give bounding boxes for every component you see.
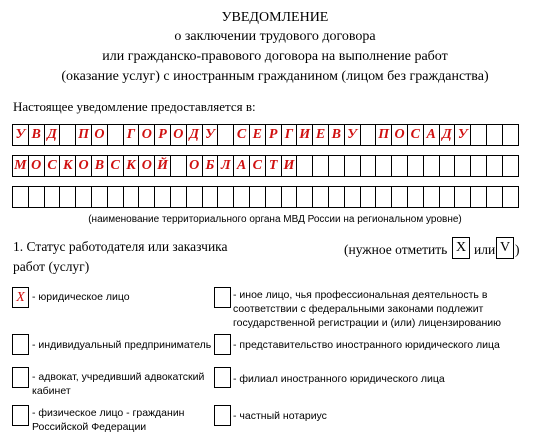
letter-cell[interactable]: И <box>296 124 313 146</box>
letter-cell[interactable]: У <box>454 124 471 146</box>
letter-cell[interactable]: А <box>423 124 440 146</box>
letter-cell[interactable]: С <box>44 155 61 177</box>
letter-cell[interactable] <box>360 186 377 208</box>
letter-cell[interactable] <box>28 186 45 208</box>
letter-cell[interactable] <box>375 155 392 177</box>
letter-cell[interactable]: О <box>28 155 45 177</box>
option-lawyer: - адвокат, учредивший адвокатский кабинет <box>32 371 205 397</box>
letter-cell[interactable]: В <box>28 124 45 146</box>
letter-cell[interactable]: Р <box>154 124 171 146</box>
letter-cell[interactable]: О <box>391 124 408 146</box>
letter-cell[interactable]: Р <box>265 124 282 146</box>
letter-cell[interactable] <box>138 186 155 208</box>
letter-cell[interactable]: Г <box>123 124 140 146</box>
letter-cell[interactable] <box>170 186 187 208</box>
letter-cell[interactable] <box>296 155 313 177</box>
letter-cell[interactable] <box>296 186 313 208</box>
letter-cell[interactable]: Б <box>202 155 219 177</box>
checkbox-lawyer[interactable] <box>12 367 29 388</box>
letter-cell[interactable]: Л <box>217 155 234 177</box>
letter-cell[interactable] <box>439 186 456 208</box>
letter-cell[interactable] <box>375 186 392 208</box>
letter-cell[interactable]: В <box>328 124 345 146</box>
letter-cell[interactable] <box>391 186 408 208</box>
letter-cell[interactable]: О <box>75 155 92 177</box>
letter-cell[interactable]: И <box>281 155 298 177</box>
checkbox-representative-office[interactable] <box>214 334 231 355</box>
letter-cell[interactable] <box>328 155 345 177</box>
title-line-3: (оказание услуг) с иностранным гражданином (лицом без гражданства) <box>61 69 489 84</box>
letter-cell[interactable] <box>328 186 345 208</box>
option-individual-entrepreneur: - индивидуальный предприниматель <box>32 339 212 351</box>
checkbox-other-person[interactable] <box>214 287 231 308</box>
mark-hint <box>344 242 447 258</box>
letter-cell[interactable]: С <box>107 155 124 177</box>
authority-row-1[interactable] <box>12 124 518 146</box>
letter-cell[interactable] <box>502 155 519 177</box>
letter-cell[interactable] <box>186 186 203 208</box>
intro-text: Настоящее уведомление предоставляется в: <box>13 99 256 114</box>
checkbox-legal-entity[interactable]: X <box>12 287 29 308</box>
letter-cell[interactable] <box>312 155 329 177</box>
letter-cell[interactable] <box>454 186 471 208</box>
letter-cell[interactable] <box>486 155 503 177</box>
letter-cell[interactable]: О <box>138 155 155 177</box>
letter-cell[interactable]: В <box>91 155 108 177</box>
letter-cell[interactable] <box>75 186 92 208</box>
letter-cell[interactable]: У <box>12 124 29 146</box>
letter-cell[interactable] <box>502 124 519 146</box>
letter-cell[interactable] <box>59 186 76 208</box>
letter-cell[interactable]: П <box>375 124 392 146</box>
hint-or: или <box>474 242 496 257</box>
letter-cell[interactable] <box>265 186 282 208</box>
title-line-1: о заключении трудового договора <box>174 29 376 44</box>
letter-cell[interactable] <box>360 155 377 177</box>
letter-cell[interactable] <box>249 186 266 208</box>
option-branch: - филиал иностранного юридического лица <box>233 373 445 385</box>
letter-cell[interactable] <box>391 155 408 177</box>
letter-cell[interactable] <box>123 186 140 208</box>
letter-cell[interactable]: К <box>123 155 140 177</box>
hint-v-box: V <box>496 237 514 259</box>
letter-cell[interactable] <box>486 186 503 208</box>
letter-cell[interactable] <box>470 186 487 208</box>
letter-cell[interactable] <box>44 186 61 208</box>
letter-cell[interactable] <box>344 155 361 177</box>
letter-cell[interactable] <box>202 186 219 208</box>
letter-cell[interactable] <box>312 186 329 208</box>
letter-cell[interactable]: Е <box>312 124 329 146</box>
title-line-2: или гражданско-правового договора на выполнение работ <box>102 49 448 64</box>
letter-cell[interactable] <box>486 124 503 146</box>
letter-cell[interactable]: Й <box>154 155 171 177</box>
letter-cell[interactable]: Е <box>249 124 266 146</box>
letter-cell[interactable]: О <box>138 124 155 146</box>
letter-cell[interactable] <box>344 186 361 208</box>
letter-cell[interactable] <box>217 186 234 208</box>
letter-cell[interactable] <box>470 155 487 177</box>
letter-cell[interactable] <box>439 155 456 177</box>
letter-cell[interactable]: Т <box>265 155 282 177</box>
letter-cell[interactable] <box>407 155 424 177</box>
letter-cell[interactable]: Д <box>186 124 203 146</box>
letter-cell[interactable] <box>233 186 250 208</box>
letter-cell[interactable]: О <box>186 155 203 177</box>
mark-hint-prefix: (нужное отметить <box>344 242 448 257</box>
letter-cell[interactable]: У <box>202 124 219 146</box>
letter-cell[interactable] <box>470 124 487 146</box>
hint-x-box: X <box>452 237 470 259</box>
letter-cell[interactable] <box>59 124 76 146</box>
option-notary: - частный нотариус <box>233 410 327 422</box>
letter-cell[interactable]: К <box>59 155 76 177</box>
option-other-person: - иное лицо, чья профессиональная деятельность в соответствии с федеральными законами подлежит государственной регистрации и (или) лицензированию <box>233 289 502 329</box>
letter-cell[interactable] <box>407 186 424 208</box>
letter-cell[interactable] <box>423 186 440 208</box>
authority-caption: (наименование территориального органа МВД России на региональном уровне) <box>88 214 462 225</box>
letter-cell[interactable] <box>502 186 519 208</box>
letter-cell[interactable]: С <box>407 124 424 146</box>
letter-cell[interactable] <box>107 124 124 146</box>
letter-cell[interactable] <box>170 155 187 177</box>
section-1-title: 1. Статус работодателя или заказчика работ (услуг) <box>13 239 228 274</box>
letter-cell[interactable]: С <box>249 155 266 177</box>
hint-suffix: ) <box>515 242 520 257</box>
letter-cell[interactable]: А <box>233 155 250 177</box>
letter-cell[interactable]: С <box>233 124 250 146</box>
option-individual-citizen: - физическое лицо - гражданин Российской Федерации <box>32 407 185 433</box>
letter-cell[interactable] <box>281 186 298 208</box>
checkbox-individual-entrepreneur[interactable] <box>12 334 29 355</box>
letter-cell[interactable] <box>423 155 440 177</box>
letter-cell[interactable]: О <box>170 124 187 146</box>
letter-cell[interactable] <box>217 124 234 146</box>
letter-cell[interactable]: У <box>344 124 361 146</box>
letter-cell[interactable] <box>91 186 108 208</box>
letter-cell[interactable] <box>107 186 124 208</box>
letter-cell[interactable] <box>154 186 171 208</box>
letter-cell[interactable]: П <box>75 124 92 146</box>
letter-cell[interactable]: О <box>91 124 108 146</box>
letter-cell[interactable]: М <box>12 155 29 177</box>
option-legal-entity: - юридическое лицо <box>32 291 130 303</box>
authority-row-3[interactable] <box>12 186 518 208</box>
document-title: УВЕДОМЛЕНИЕ <box>221 10 329 25</box>
letter-cell[interactable]: Д <box>439 124 456 146</box>
authority-row-2[interactable] <box>12 155 518 177</box>
letter-cell[interactable] <box>12 186 29 208</box>
option-representative-office: - представительство иностранного юридического лица <box>233 339 500 351</box>
checkbox-notary[interactable] <box>214 405 231 426</box>
letter-cell[interactable] <box>454 155 471 177</box>
checkbox-individual-citizen[interactable] <box>12 405 29 426</box>
letter-cell[interactable]: Д <box>44 124 61 146</box>
letter-cell[interactable] <box>360 124 377 146</box>
checkbox-branch[interactable] <box>214 367 231 388</box>
letter-cell[interactable]: Г <box>281 124 298 146</box>
